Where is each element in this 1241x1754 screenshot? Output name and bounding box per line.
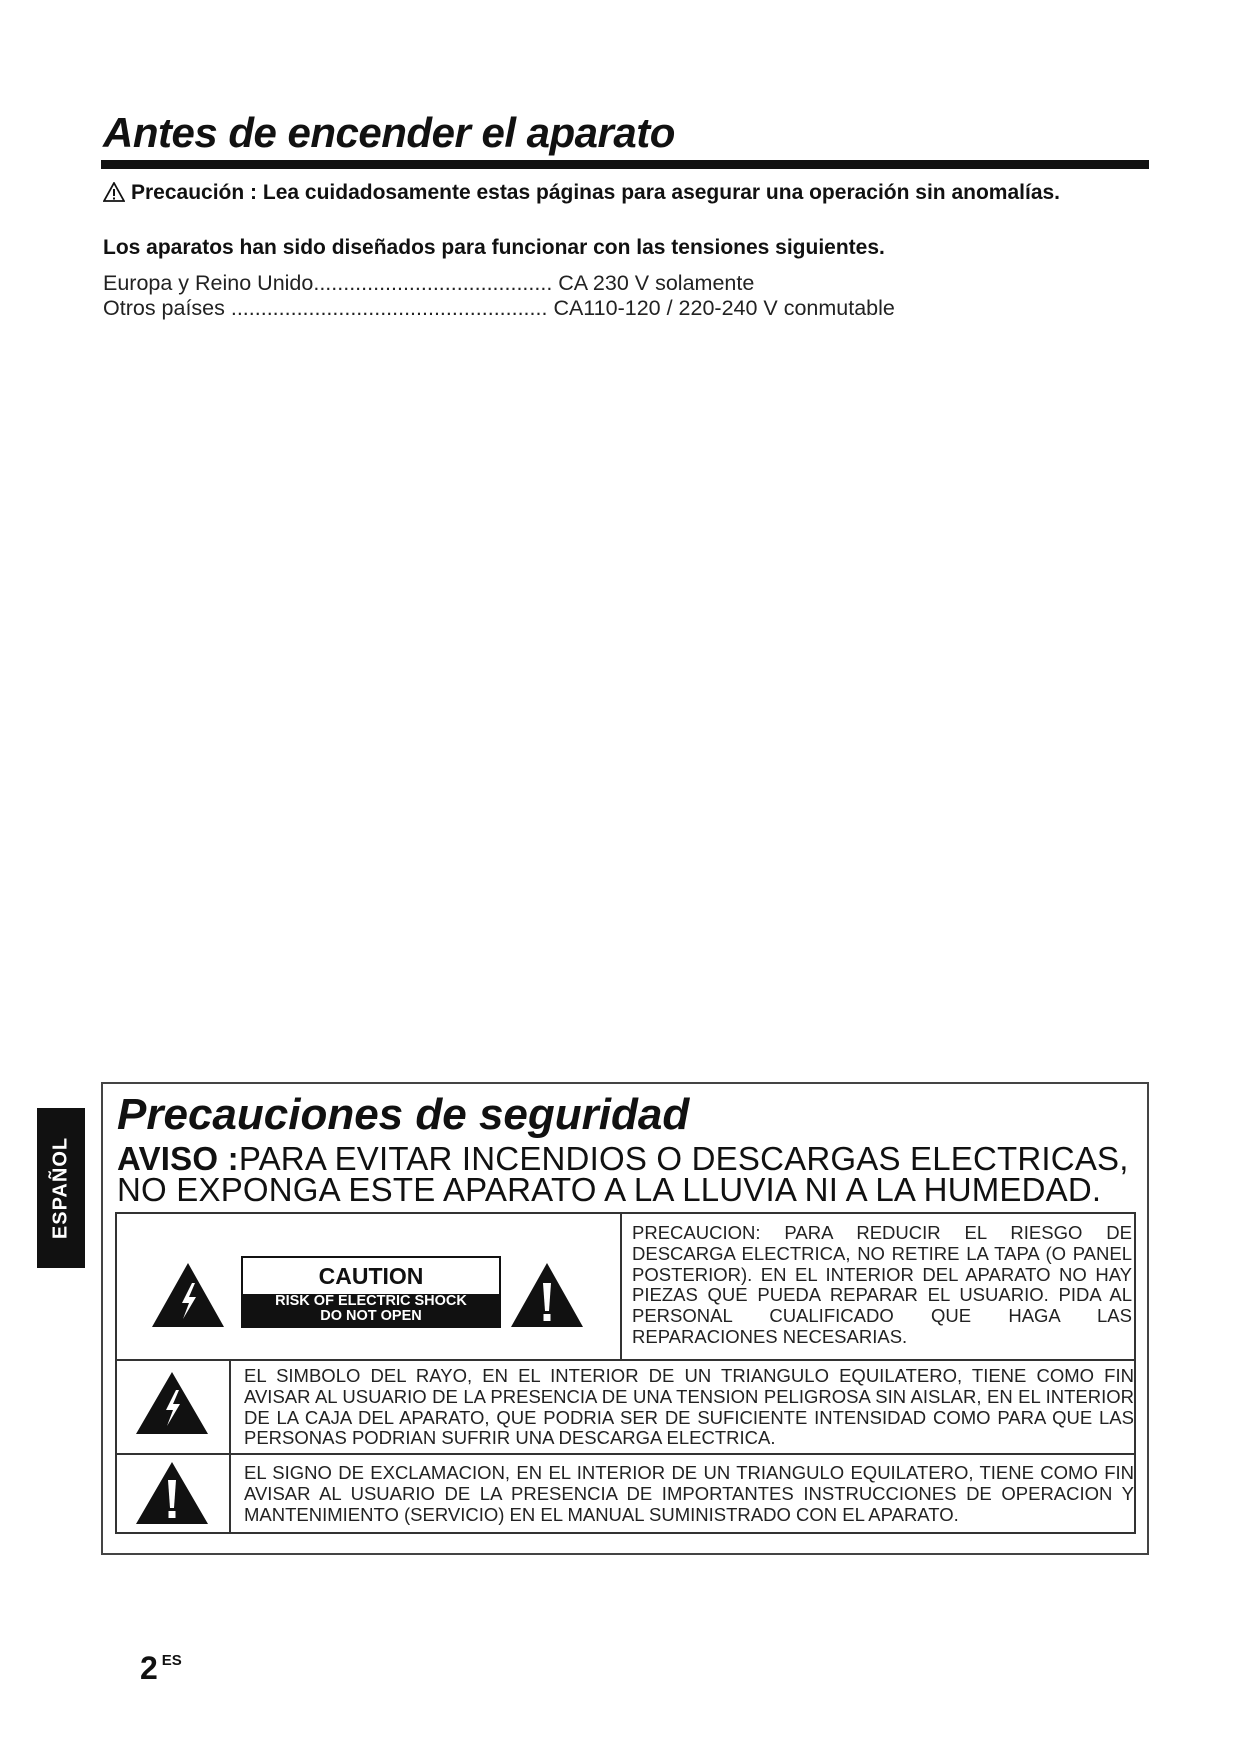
voltage-leader: ..................................................... — [230, 296, 548, 320]
language-tab — [37, 1108, 85, 1268]
caution-notice — [103, 180, 1060, 206]
page-number-value: 2 — [140, 1650, 158, 1686]
voltage-value: CA 230 V solamente — [558, 271, 755, 295]
safety-title: Precauciones de seguridad — [117, 1090, 690, 1139]
aviso-text-1: PARA EVITAR INCENDIOS O DESCARGAS ELECTRICAS, — [238, 1140, 1129, 1177]
precaucion-text: PRECAUCION: PARA REDUCIR EL RIESGO DE DESCARGA ELECTRICA, NO RETIRE LA TAPA (O PANEL POSTERIOR). EN EL INTERIOR DEL APARATO NO HAY PIEZAS QUE PUEDA REPARAR EL USUARIO. PIDA AL PERSONAL CUALIFICADO QUE HAGA LAS REPARACIONES NECESARIAS. — [632, 1222, 1132, 1347]
lightning-triangle-icon — [150, 1261, 226, 1329]
warning-triangle-icon — [103, 182, 125, 202]
caution-label-title: CAUTION — [318, 1263, 424, 1289]
voltage-row — [103, 295, 895, 321]
title-rule — [101, 160, 1149, 169]
voltage-heading: Los aparatos han sido diseñados para funcionar con las tensiones siguientes. — [103, 236, 885, 259]
table-divider — [620, 1214, 622, 1359]
table-divider — [117, 1359, 1134, 1361]
lightning-symbol-text: EL SIMBOLO DEL RAYO, EN EL INTERIOR DE UN TRIANGULO EQUILATERO, TIENE COMO FIN AVISAR AL USUARIO DE LA PRESENCIA DE UNA TENSION PELIGROSA SIN AISLAR, EN EL INTERIOR DE LA CAJA DEL APARATO, QUE PODRIA SER DE SUFICIENTE INTENSIDAD COMO PARA QUE LAS PERSONAS PODRIAN SUFRIR UNA DESCARGA ELECTRICA. — [244, 1365, 1134, 1449]
aviso-label: AVISO : — [117, 1140, 239, 1177]
voltage-region: Otros países — [103, 296, 231, 320]
aviso-line-2: NO EXPONGA ESTE APARATO A LA LLUVIA NI A LA HUMEDAD. — [117, 1171, 1102, 1208]
exclamation-symbol-text: EL SIGNO DE EXCLAMACION, EN EL INTERIOR DE UN TRIANGULO EQUILATERO, TIENE COMO FIN AVISAR AL USUARIO DE LA PRESENCIA DE IMPORTANTES INSTRUCCIONES DE OPERACION Y MANTENIMIENTO (SERVICIO) EN EL MANUAL SUMINISTRADO CON EL APARATO. — [244, 1462, 1134, 1525]
voltage-value: CA110-120 / 220-240 V conmutable — [553, 296, 895, 320]
exclamation-triangle-icon — [134, 1460, 210, 1526]
page-language: ES — [161, 1652, 182, 1669]
page-number — [140, 1650, 182, 1687]
language-tab-label: ESPAÑOL — [49, 1136, 72, 1240]
voltage-region: Europa y Reino Unido — [103, 271, 314, 295]
caution-notice-label: Precaución : — [131, 181, 258, 204]
page-title: Antes de encender el aparato — [103, 109, 675, 156]
voltage-row — [103, 270, 754, 296]
voltage-leader: ........................................ — [313, 271, 553, 295]
caution-label — [241, 1256, 501, 1328]
caution-label-band — [243, 1294, 499, 1326]
caution-notice-text: Lea cuidadosamente estas páginas para asegurar una operación sin anomalías. — [262, 181, 1061, 204]
caution-label-line2: DO NOT OPEN — [320, 1308, 422, 1324]
lightning-triangle-icon — [134, 1370, 210, 1436]
caution-label-line1: RISK OF ELECTRIC SHOCK — [275, 1293, 467, 1309]
table-divider — [117, 1453, 1134, 1455]
exclamation-triangle-icon — [509, 1261, 585, 1329]
table-divider — [229, 1359, 231, 1534]
